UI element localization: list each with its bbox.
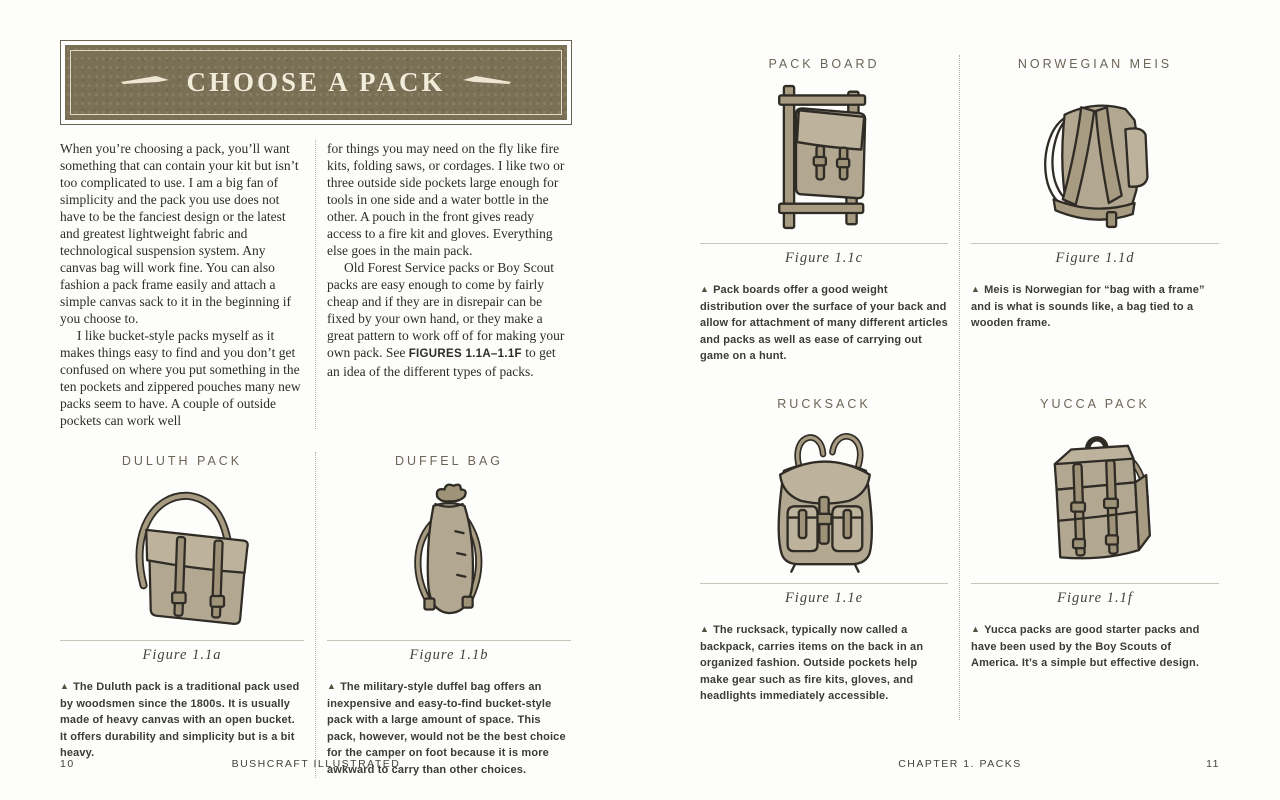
column-divider (315, 140, 316, 429)
banner-ornament-right-icon (462, 74, 512, 92)
figure-row-right-bottom (700, 395, 1220, 720)
intro-text (60, 140, 572, 429)
norwegian-meis-illustration-icon (1026, 75, 1164, 239)
figure-caption-text: The rucksack, typically now called a backpack, carries items on the back in an organized fashion. Outside pockets help make gear such as fire kits, gloves, and headlights immediately accessible. (700, 624, 924, 702)
left-page-footer (60, 758, 572, 770)
left-page (60, 0, 572, 800)
triangle-marker-icon: ▲ (700, 284, 710, 294)
running-title: CHAPTER 1. PACKS (898, 758, 1022, 770)
banner-ornament-left-icon (120, 74, 170, 92)
figure-rule (700, 583, 948, 584)
intro-column-2 (327, 140, 571, 429)
right-page-footer (700, 758, 1220, 770)
figure-rule (60, 640, 304, 641)
yucca-pack-illustration-icon (1031, 415, 1159, 579)
triangle-marker-icon: ▲ (971, 284, 981, 294)
chapter-banner (60, 40, 572, 125)
right-page (700, 0, 1220, 800)
figure-section-duluth-pack (60, 452, 304, 778)
pack-board-illustration-icon (768, 75, 880, 239)
figure-caption-text: Yucca packs are good starter packs and have been used by the Boy Scouts of America. It’s a simple but effective design. (971, 624, 1200, 669)
intro-paragraph: When you’re choosing a pack, you’ll want something that can contain your kit but isn’t too complicated to use. I am a big fan of simplicity and the pack you use does not have to be the fanciest design or the latest and greatest lightweight fabric and technological suspension system. Any canvas bag will work fine. You can also fashion a pack frame easily and attach a simple canvas sack to it in the beginning if you choose to. (60, 141, 299, 326)
figure-section-yucca-pack (971, 395, 1219, 720)
figures-cross-reference: FIGURES 1.1A–1.1F (408, 348, 522, 360)
figure-section-rucksack (700, 395, 948, 720)
column-divider (959, 55, 960, 395)
figure-caption-text: The Duluth pack is a traditional pack used by woodsmen since the 1800s. It is usually made of heavy canvas with an open bucket. It offers durability and simplicity but is a bit heavy. (60, 681, 300, 759)
intro-paragraph-text: Old Forest Service packs or Boy Scout packs are easy enough to come by fairly cheap and if they are in disrepair can be fixed by your own hand, or they make a great pattern to work off of for making your own pack. See (327, 260, 565, 360)
triangle-marker-icon: ▲ (700, 624, 710, 634)
figure-caption (700, 622, 948, 705)
figure-heading: RUCKSACK (777, 397, 871, 411)
figure-label: Figure 1.1c (784, 250, 864, 266)
figure-rule (971, 243, 1219, 244)
running-title: BUSHCRAFT ILLUSTRATED (231, 758, 401, 770)
figure-rule (971, 583, 1219, 584)
triangle-marker-icon: ▲ (327, 681, 337, 691)
figure-caption-text: Meis is Norwegian for “bag with a frame” and is what is sounds like, a bag tied to a wooden frame. (971, 284, 1205, 329)
column-divider (315, 452, 316, 778)
figure-heading: PACK BOARD (768, 57, 880, 71)
duffel-bag-illustration-icon (399, 472, 499, 636)
figure-rule (700, 243, 948, 244)
page-number: 11 (1206, 758, 1220, 770)
figure-heading: YUCCA PACK (1040, 397, 1150, 411)
figure-caption (971, 282, 1219, 332)
figure-row-left-bottom (60, 452, 572, 778)
intro-paragraph: I like bucket-style packs myself as it makes things easy to find and you don’t get confused on where you put something in the ten pockets and zippered pouches many new packs seem to have. A couple of outside pockets can work well (60, 328, 301, 428)
figure-label: Figure 1.1a (142, 647, 222, 663)
figure-caption (971, 622, 1219, 672)
page-title: CHOOSE A PACK (186, 67, 446, 97)
figure-row-right-top (700, 55, 1220, 395)
figure-label: Figure 1.1f (1057, 590, 1133, 606)
figure-caption-text: The military-style duffel bag offers an inexpensive and easy-to-find bucket-style pack with a large amount of space. This pack, however, would not be the best choice for the camper on foot because it is more awkward to carry than other choices. (327, 681, 566, 776)
triangle-marker-icon: ▲ (971, 624, 981, 634)
intro-paragraph: for things you may need on the fly like fire kits, folding saws, or cordages. I like two or three outside side pockets large enough for tools in one side and a water bottle in the other. A pouch in the front gives ready access to a fire kit and gloves. Everything else goes in the main pack. (327, 141, 565, 258)
duluth-pack-illustration-icon (106, 472, 258, 636)
rucksack-illustration-icon (754, 415, 894, 579)
figure-section-duffel-bag (327, 452, 571, 778)
intro-paragraph-text: to get an idea of the different types of packs. (327, 345, 556, 379)
figure-section-pack-board (700, 55, 948, 395)
page-number: 10 (60, 758, 75, 770)
figure-caption-text: Pack boards offer a good weight distribution over the surface of your back and allow for attachment of many different articles and packs as well as ease of carrying out game on a hunt. (700, 284, 948, 362)
figure-section-norwegian-meis (971, 55, 1219, 395)
figure-heading: NORWEGIAN MEIS (1017, 57, 1173, 71)
figure-caption (60, 679, 304, 762)
chapter-banner-inner (65, 45, 567, 120)
figure-heading: DUFFEL BAG (394, 454, 504, 468)
figure-label: Figure 1.1e (784, 590, 864, 606)
intro-column-1 (60, 140, 304, 429)
figure-caption (700, 282, 948, 365)
figure-rule (327, 640, 571, 641)
figure-label: Figure 1.1b (409, 647, 489, 663)
figure-heading: DULUTH PACK (121, 454, 243, 468)
intro-paragraph (327, 259, 571, 380)
column-divider (959, 395, 960, 720)
triangle-marker-icon: ▲ (60, 681, 70, 691)
figure-label: Figure 1.1d (1055, 250, 1135, 266)
